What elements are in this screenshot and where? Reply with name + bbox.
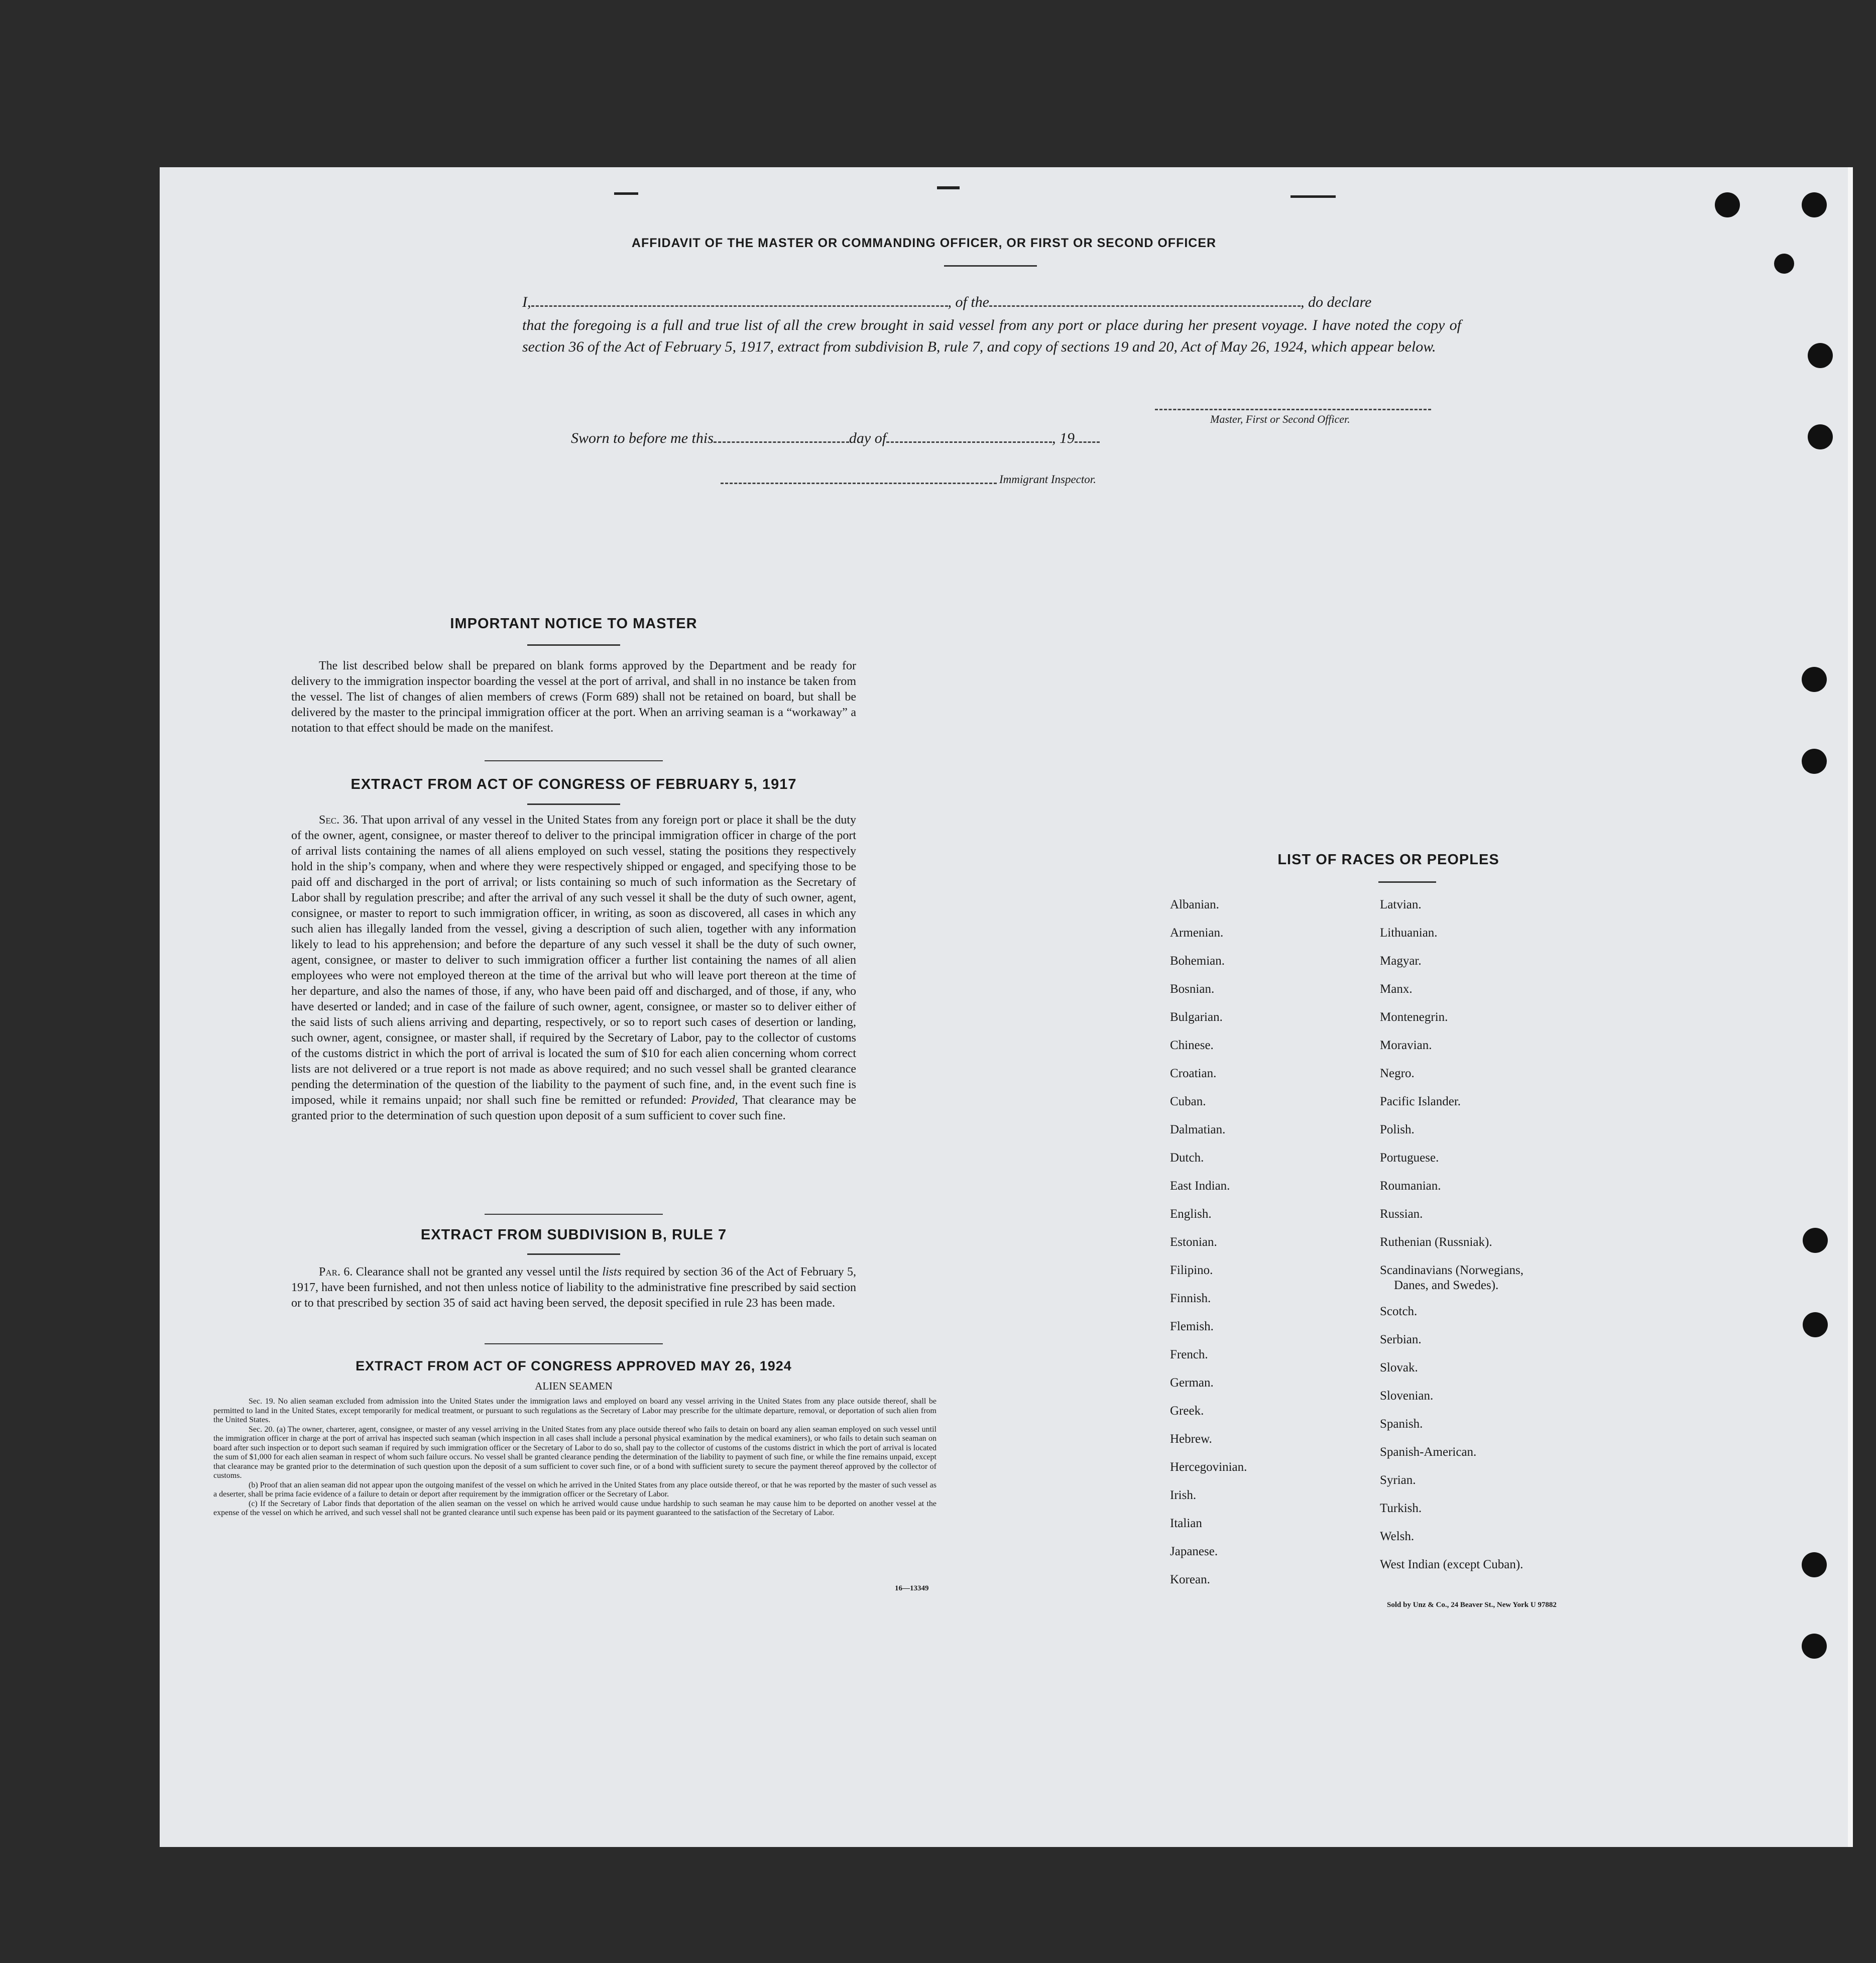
race-item: Albanian.: [1170, 898, 1219, 911]
rule-7-text-b: required by section 36 of the Act of February 5, 1917, have been furnished, and not then unless notice of liability to the administrative fine prescribed by said section or to that prescribed by section 35 of said act having been served, the deposit specified in rule 23 has been made.: [291, 1265, 857, 1310]
divider: [485, 1343, 663, 1344]
alien-seamen-subtitle: ALIEN SEAMEN: [535, 1380, 613, 1392]
races-title: LIST OF RACES OR PEOPLES: [1277, 852, 1499, 868]
name-blank[interactable]: [531, 303, 948, 307]
race-item: Bulgarian.: [1170, 1010, 1223, 1024]
race-item: Scandinavians (Norwegians,: [1380, 1263, 1524, 1277]
punch-hole: [1774, 254, 1794, 274]
race-item: Croatian.: [1170, 1067, 1217, 1080]
ink-mark: [937, 186, 960, 189]
race-item: Hercegovinian.: [1170, 1460, 1247, 1474]
races-underline: [1378, 881, 1436, 883]
punch-hole: [1803, 1312, 1828, 1337]
divider: [485, 1214, 663, 1215]
section-20b-text: (b) Proof that an alien seaman did not appear upon the outgoing manifest of the vessel on which he arrived in the United States from any place outside thereof, or that he was reported by the master of such vessel as a deserter, shall be prima facie evidence of a failure to detain or deport after requirement by the immigration officer or the Secretary of Labor.: [213, 1480, 936, 1498]
race-item: West Indian (except Cuban).: [1380, 1558, 1523, 1571]
rule-7-text: [291, 1264, 856, 1311]
extract-1917-title: EXTRACT FROM ACT OF CONGRESS OF FEBRUARY 5, 1917: [350, 776, 797, 792]
master-signature-label: Master, First or Second Officer.: [1210, 413, 1350, 425]
race-item: Syrian.: [1380, 1473, 1416, 1487]
affidavit-of-the-label: , of the: [948, 294, 989, 310]
race-item: Scotch.: [1380, 1305, 1418, 1318]
race-item: Flemish.: [1170, 1320, 1214, 1333]
race-item: Bohemian.: [1170, 954, 1225, 968]
sworn-line: [571, 430, 1100, 447]
race-item: Montenegrin.: [1380, 1010, 1448, 1024]
sworn-year-blank[interactable]: [1075, 439, 1100, 443]
race-item: German.: [1170, 1376, 1214, 1390]
race-item: Cuban.: [1170, 1095, 1206, 1108]
punch-hole: [1802, 667, 1827, 692]
punch-hole: [1808, 343, 1833, 368]
extract-1924-title: EXTRACT FROM ACT OF CONGRESS APPROVED MAY 26, 1924: [356, 1358, 792, 1373]
affidavit-first-line: [522, 294, 1461, 311]
race-item: Moravian.: [1380, 1038, 1432, 1052]
inspector-label: Immigrant Inspector.: [999, 473, 1096, 486]
punch-hole: [1802, 749, 1827, 774]
punch-hole: [1715, 192, 1740, 217]
race-item: Armenian.: [1170, 926, 1224, 940]
race-item: Manx.: [1380, 982, 1413, 996]
race-item: Polish.: [1380, 1123, 1415, 1136]
section-36-end: That clearance may be granted prior to the determination of such question upon deposit of a sum sufficient to cover such fine.: [291, 1094, 857, 1122]
ink-mark: [614, 192, 638, 195]
race-item: Latvian.: [1380, 898, 1422, 911]
race-item: Slovak.: [1380, 1361, 1418, 1374]
sworn-year-label: , 19: [1052, 430, 1075, 446]
master-signature-blank[interactable]: [1155, 407, 1431, 410]
race-item: English.: [1170, 1207, 1212, 1221]
race-item: Chinese.: [1170, 1038, 1214, 1052]
race-item: Dalmatian.: [1170, 1123, 1226, 1136]
race-item: Portuguese.: [1380, 1151, 1439, 1165]
race-item: Ruthenian (Russniak).: [1380, 1235, 1492, 1249]
title-underline: [944, 265, 1037, 267]
inspector-signature-blank[interactable]: [721, 481, 997, 484]
notice-text: The list described below shall be prepared on blank forms approved by the Department and be ready for delivery to the immigration inspector boarding the vessel at the port of arrival, and shall in no instance be taken from the vessel. The list of changes of alien members of crews (Form 689) shall not be retained on board, but shall be delivered by the master to the principal immigration officer at the port. When an arriving seaman is a “workaway” a notation to that effect should be made on the manifest.: [291, 659, 856, 735]
section-19-text: Sec. 19. No alien seaman excluded from admission into the United States under the immigration laws and employed on board any vessel arriving in the United States from any place outside thereof, shall be permitted to land in the United States, except temporarily for medical treatment, or pursuant to such regulations as the Secretary of Labor may prescribe for the ultimate departure, removal, or deportation of such alien from the United States.: [213, 1397, 936, 1424]
race-item: Negro.: [1380, 1067, 1415, 1080]
race-item: Lithuanian.: [1380, 926, 1438, 940]
race-item: Slovenian.: [1380, 1389, 1434, 1403]
section-20a-text: Sec. 20. (a) The owner, charterer, agent, consignee, or master of any vessel arriving in the United States from any place outside thereof who fails to detain on board any alien seaman employed on such vessel until the immigration officer in charge at the port of arrival has inspected such seaman (which inspection in all cases shall include a personal physical examination by the medical examiners), or who fails to detain such seaman on board after such inspection or to deport such seaman if required by such immigration officer or the Secretary of Labor to do so, shall pay to the collector of customs of the customs district in which the port of arrival is located the sum of $1,000 for each alien seaman in respect of whom such failure occurs. No vessel shall be granted clearance pending the determination of the liability to payment of such fine, or while the fine remains unpaid, except that clearance may be granted prior to the determination of such question upon the deposit of a sum sufficient to cover such fine, or of a bond with sufficient surety to secure the payment thereof approved by the collector of customs.: [213, 1425, 936, 1480]
sworn-day-blank[interactable]: [714, 439, 849, 443]
punch-hole: [1808, 424, 1833, 449]
race-item: Turkish.: [1380, 1502, 1422, 1515]
race-item: Greek.: [1170, 1404, 1204, 1418]
race-item: Serbian.: [1380, 1333, 1422, 1346]
par-6-label: Par. 6.: [319, 1265, 353, 1279]
rule-7-text-a: Clearance shall not be granted any vessel until the: [356, 1265, 599, 1279]
section-36-text: [291, 813, 856, 1124]
lists-word: lists: [602, 1265, 622, 1279]
provided-word: Provided,: [691, 1094, 738, 1107]
punch-hole: [1802, 1552, 1827, 1577]
divider: [485, 760, 663, 761]
race-item: Russian.: [1380, 1207, 1423, 1221]
affidavit-body: that the foregoing is a full and true list of all the crew brought in said vessel from any port or place during her present voyage. I have noted the copy of section 36 of the Act of February 5, 1917, extract from subdivision B, rule 7, and copy of sections 19 and 20, Act of May 26, 1924, which appear below.: [522, 317, 1461, 355]
race-item: Spanish.: [1380, 1417, 1423, 1431]
rule-7-underline: [527, 1253, 620, 1255]
race-item: Bosnian.: [1170, 982, 1215, 996]
affidavit-declare-label: , do declare: [1301, 294, 1372, 310]
ink-mark: [1291, 195, 1336, 198]
race-item: Hebrew.: [1170, 1432, 1212, 1446]
race-item: French.: [1170, 1348, 1208, 1361]
extract-1924-text: [213, 1397, 936, 1518]
punch-hole: [1802, 192, 1827, 217]
race-item: Italian: [1170, 1517, 1202, 1530]
punch-hole: [1802, 1634, 1827, 1659]
race-item: East Indian.: [1170, 1179, 1230, 1193]
notice-underline: [527, 644, 620, 646]
race-item: Filipino.: [1170, 1263, 1213, 1277]
race-item: Dutch.: [1170, 1151, 1204, 1165]
race-item: Magyar.: [1380, 954, 1422, 968]
race-item: Finnish.: [1170, 1292, 1211, 1305]
notice-title: IMPORTANT NOTICE TO MASTER: [450, 616, 697, 632]
sworn-month-blank[interactable]: [886, 439, 1052, 443]
punch-hole: [1803, 1228, 1828, 1253]
races-right-column: [1380, 891, 1523, 1579]
race-item: Spanish-American.: [1380, 1445, 1477, 1459]
race-item: Welsh.: [1380, 1530, 1415, 1543]
races-left-column: [1170, 891, 1247, 1594]
sworn-day-label: day of: [849, 430, 887, 446]
race-item: Irish.: [1170, 1488, 1197, 1502]
section-20c-text: (c) If the Secretary of Labor finds that deportation of the alien seaman on the vessel on which he arrived would cause undue hardship to such seaman he may cause him to be deported on another vessel at the expense of the vessel on which he arrived, and such vessel shall not be granted clearance until such expense has been paid or its payment guaranteed to the satisfaction of the Secretary of Labor.: [213, 1499, 936, 1517]
race-item: Korean.: [1170, 1573, 1210, 1586]
vessel-blank[interactable]: [989, 303, 1301, 307]
affidavit-i-label: I,: [522, 294, 531, 310]
race-item: Pacific Islander.: [1380, 1095, 1461, 1108]
sworn-prefix: Sworn to before me this: [571, 430, 714, 446]
affidavit-title: AFFIDAVIT OF THE MASTER OR COMMANDING OFFICER, OR FIRST OR SECOND OFFICER: [631, 236, 1217, 250]
race-item: Japanese.: [1170, 1545, 1218, 1558]
form-number: 16—13349: [895, 1584, 929, 1592]
race-item: Danes, and Swedes).: [1394, 1279, 1499, 1292]
rule-7-title: EXTRACT FROM SUBDIVISION B, RULE 7: [420, 1227, 727, 1243]
extract-1917-underline: [527, 803, 620, 805]
printer-imprint: Sold by Unz & Co., 24 Beaver St., New York U 97882: [1387, 1601, 1557, 1609]
race-item: Estonian.: [1170, 1235, 1217, 1249]
section-36-body: That upon arrival of any vessel in the United States from any foreign port or place it shall be the duty of the owner, agent, consignee, or master thereof to deliver to the principal immigration officer in charge of the port of arrival lists containing the names of all aliens employed on such vessel, stating the positions they respectively hold in the ship’s company, when and where they were respectively shipped or engaged, and specifying those to be paid off and discharged in the port of arrival; or lists containing so much of such information as the Secretary of Labor shall by regulation prescribe; and after the arrival of any such vessel it shall be the duty of such owner, agent, consignee, or master to report to such immigration officer, in writing, as soon as discovered, all cases in which any such alien has illegally landed from the vessel, giving a description of such alien, together with any information likely to lead to his apprehension; and before the departure of any such vessel it shall be the duty of such owner, agent, consignee, or master to deliver to such immigration officer a further list containing the names of all alien employees who were not employed thereon at the time of the arrival but who will leave port thereon at the time of her departure, and also the names of those, if any, who have been paid off and discharged, and of those, if any, who have deserted or landed; and in case of the failure of such owner, agent, consignee, or master so to deliver either of the said lists of such aliens arriving and departing, respectively, or so to report such cases of desertion or landing, such owner, agent, consignee, or master shall, if required by the Secretary of Labor, pay to the collector of customs of the customs district in which the port of arrival is located the sum of $10 for each alien concerning whom correct lists are not delivered or a true report is not made as above required; and no such vessel shall be granted clearance pending the determination of the question of the liability to the payment of such fine, and, in the event such fine is imposed, while it remains unpaid; nor shall such fine be remitted or refunded:: [291, 814, 856, 1107]
section-36-label: Sec. 36.: [319, 814, 358, 827]
race-item: Roumanian.: [1380, 1179, 1441, 1193]
